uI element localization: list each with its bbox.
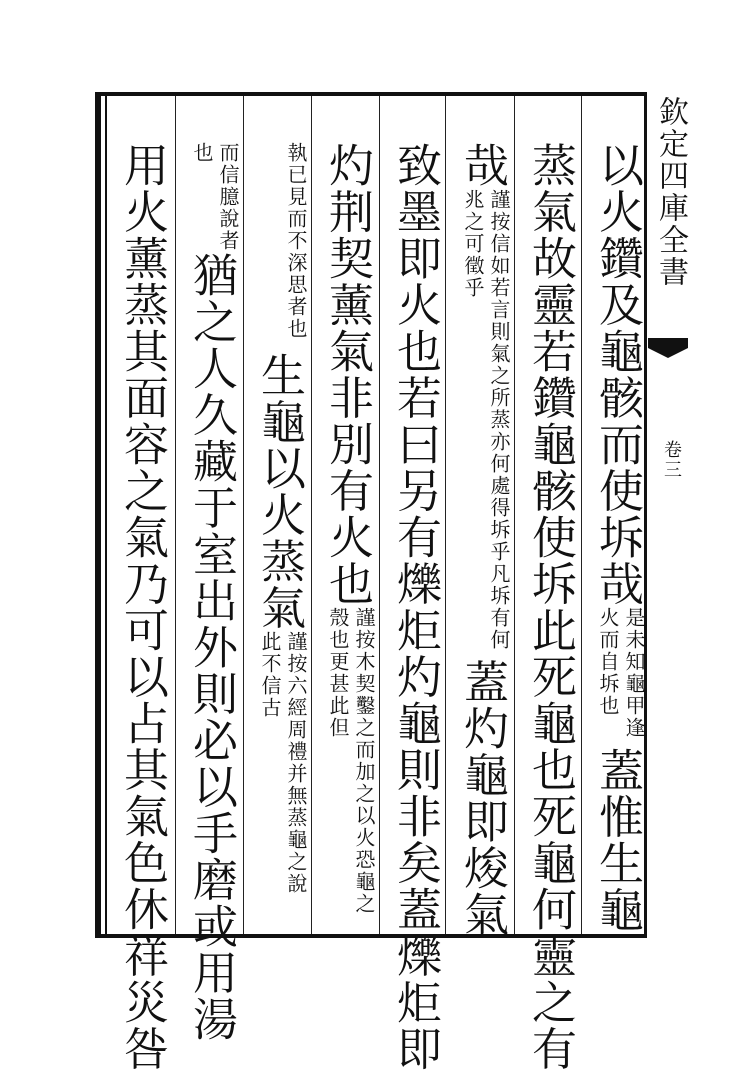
fish-tail-mark — [644, 336, 692, 360]
main-text: 蓋惟生龜 — [591, 747, 644, 933]
column-rule — [311, 96, 312, 934]
commentary-note: 執已見而不深思者也 — [284, 142, 308, 340]
main-text: 蓋灼龜即焌氣 — [456, 658, 509, 938]
text-column-7 — [179, 142, 241, 1043]
column-rule — [175, 96, 176, 934]
commentary-note: 謹按六經周禮并無蒸龜之說此不信古 — [258, 631, 308, 895]
text-column-8 — [110, 142, 172, 1072]
column-rule — [514, 96, 515, 934]
column-rule — [581, 96, 582, 934]
main-text: 致墨即火也若曰另有爍炬灼龜則非矣蓋爍炬即 — [389, 142, 442, 1072]
inner-border-rule — [105, 96, 107, 934]
margin-volume-label: 卷三 — [661, 440, 682, 480]
main-text: 用火薰蒸其面容之氣乃可以占其氣色休祥災咎 — [116, 142, 169, 1072]
main-text: 猶之人久藏于室出外則必以手磨或用湯 — [185, 252, 238, 1043]
text-column-2 — [518, 142, 580, 1072]
commentary-note: 是未知龜甲逢火而自坼也 — [596, 607, 646, 739]
commentary-note: 而信臆說者也 — [190, 142, 240, 252]
column-rule — [445, 96, 446, 934]
main-text: 灼荆契薰氣非別有火也 — [321, 142, 374, 607]
margin-book-title: 欽定四庫全書 — [653, 96, 688, 288]
main-text: 生龜以火蒸氣 — [253, 352, 306, 631]
column-rule — [243, 96, 244, 934]
main-text: 蒸氣故靈若鑽龜骸使坼此死龜也死龜何靈之有 — [524, 142, 577, 1072]
text-column-5 — [315, 142, 377, 927]
text-column-1 — [585, 142, 647, 933]
text-column-3 — [450, 142, 512, 938]
commentary-note: 謹按木契鑿之而加之以火恐龜之殼也更甚此但 — [326, 607, 376, 915]
main-text: 以火鑽及龜骸而使坼哉 — [591, 142, 644, 607]
column-rule — [379, 96, 380, 934]
text-column-4 — [383, 142, 445, 1072]
commentary-note: 謹按信如若言則氣之所蒸亦何處得坼乎凡坼有何兆之可徵乎 — [461, 188, 511, 651]
text-column-6 — [247, 142, 309, 911]
main-text: 哉 — [456, 142, 509, 189]
